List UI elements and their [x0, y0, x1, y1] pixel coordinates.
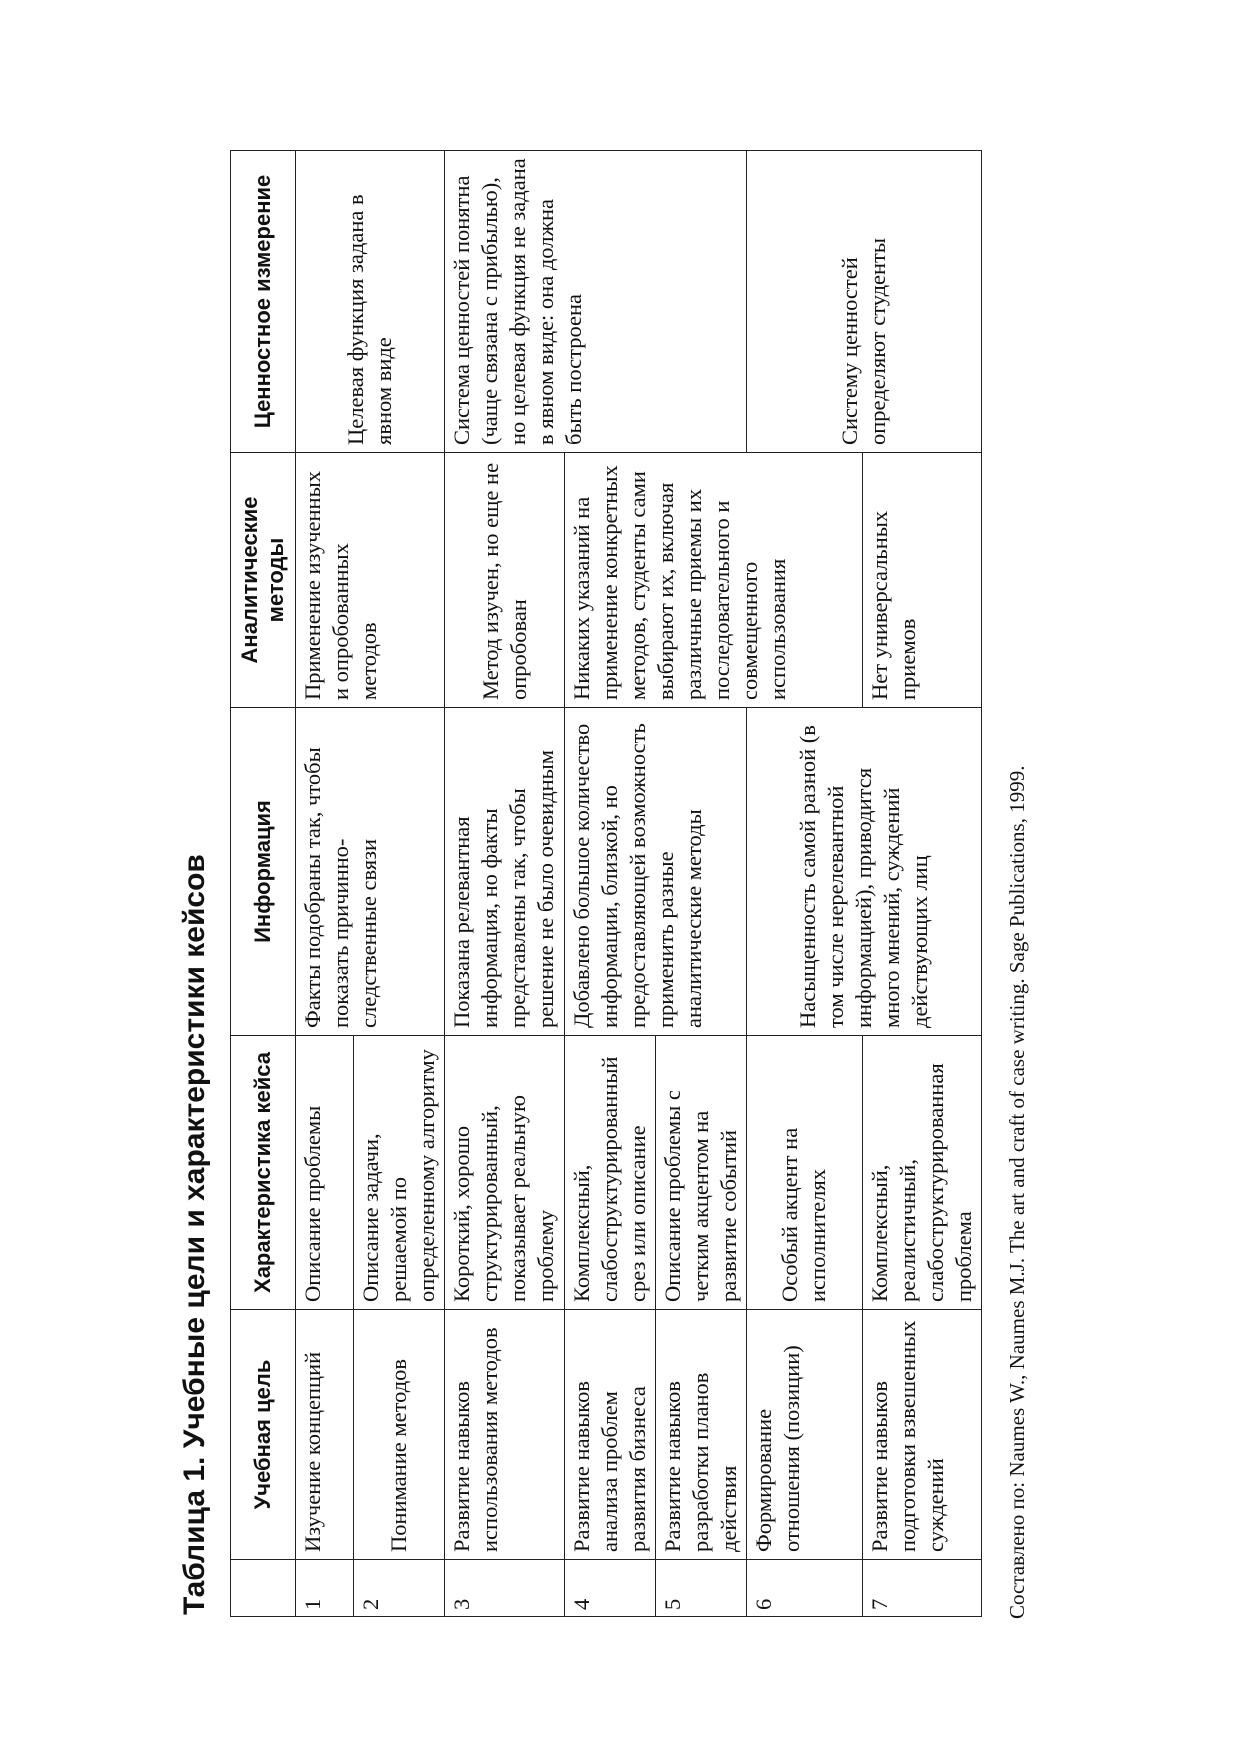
header-num [231, 1560, 296, 1617]
header-info: Информация [231, 708, 296, 1036]
methods-cell: Нет универсальных приемов [862, 453, 981, 708]
header-case: Характеристика кейса [231, 1036, 296, 1310]
case-cell: Описание проблемы с четким акцентом на развитие событий [656, 1036, 747, 1310]
case-cell: Описание проблемы [296, 1036, 354, 1310]
row-num: 5 [656, 1560, 747, 1617]
goal-cell: Понимание методов [354, 1310, 445, 1560]
case-cell: Особый акцент на исполнителях [747, 1036, 862, 1310]
value-cell: Систему ценностей определяют студенты [747, 151, 982, 453]
info-cell: Насыщенность самой разной (в том числе нерелевантной информацией), приводится много мнений, суждений действующих лиц [747, 708, 982, 1036]
table-row [445, 151, 564, 1617]
header-methods: Аналитические методы [231, 453, 296, 708]
value-cell: Целевая функция задана в явном виде [296, 151, 445, 453]
goal-cell: Развитие навыков подготовки взвешенных суждений [862, 1310, 981, 1560]
goal-cell: Формирование отношения (позиции) [747, 1310, 862, 1560]
row-num: 3 [445, 1560, 564, 1617]
row-num: 6 [747, 1560, 862, 1617]
table-title: Таблица 1. Учебные цели и характеристики кейсов [178, 854, 211, 1615]
goal-cell: Развитие навыков разработки планов действия [656, 1310, 747, 1560]
header-value: Ценностное измерение [231, 151, 296, 453]
row-num: 7 [862, 1560, 981, 1617]
source-note: Составлено по: Naumes W., Naumes M.J. The art and craft of case writing. Sage Publications, 1999. [1005, 765, 1029, 1619]
case-cell: Комплексный, слабоструктурированный срез или описание [564, 1036, 655, 1310]
methods-cell: Никаких указаний на применение конкретных методов, студенты сами выбирают их, включая различные приемы их последовательного и совмещенного использования [564, 453, 862, 708]
goal-cell: Развитие навыков использования методов [445, 1310, 564, 1560]
info-cell: Факты подобраны так, чтобы показать причинно-следственные связи [296, 708, 445, 1036]
row-num: 1 [296, 1560, 354, 1617]
row-num: 2 [354, 1560, 445, 1617]
info-cell: Показана релевантная информация, но факты представлены так, чтобы решение не было очевидным [445, 708, 564, 1036]
table-row [747, 151, 862, 1617]
row-num: 4 [564, 1560, 655, 1617]
methods-cell: Применение изученных и опробованных методов [296, 453, 445, 708]
value-cell: Система ценностей понятна (чаще связана с прибылью), но целевая функция не задана в явном виде: она должна быть построена [445, 151, 747, 453]
methods-cell: Метод изучен, но еще не опробован [445, 453, 564, 708]
header-row [231, 151, 296, 1617]
goals-table [230, 150, 982, 1617]
case-cell: Описание задачи, решаемой по определенному алгоритму [354, 1036, 445, 1310]
info-cell: Добавлено большое количество информации, близкой, но предоставляющей возможность применить разные аналитические методы [564, 708, 747, 1036]
case-cell: Комплексный, реалистичный, слабоструктурированная проблема [862, 1036, 981, 1310]
table-row [296, 151, 354, 1617]
goal-cell: Развитие навыков анализа проблем развития бизнеса [564, 1310, 655, 1560]
header-goal: Учебная цель [231, 1310, 296, 1560]
goal-cell: Изучение концепций [296, 1310, 354, 1560]
case-cell: Короткий, хорошо структурированный, показывает реальную проблему [445, 1036, 564, 1310]
